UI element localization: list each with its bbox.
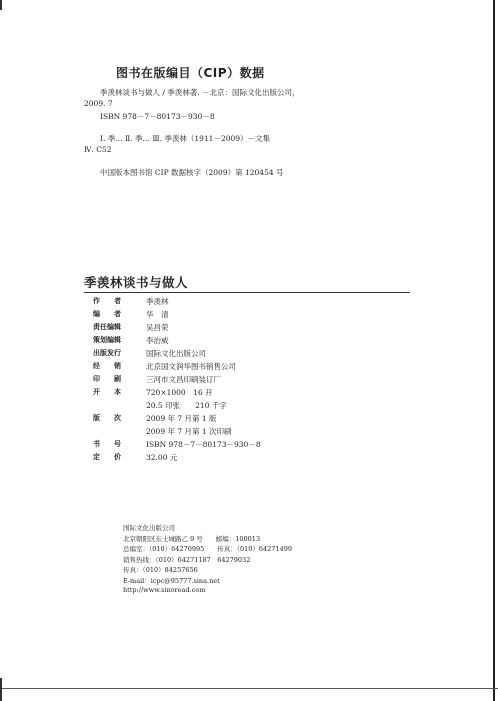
info-value: 北京国文润华图书销售公司 — [146, 362, 236, 371]
book-title: 季羡林谈书与做人 — [84, 275, 189, 290]
publisher-fax: 传真：（010）84257656 — [123, 566, 198, 574]
cip-subject-line-2: Ⅳ. C52 — [84, 145, 112, 154]
info-value: 32.00 元 — [146, 453, 178, 462]
info-value: 国际文化出版公司 — [146, 349, 206, 358]
info-value: 2009 年 7 月第 1 次印刷 — [146, 427, 232, 436]
publisher-website: http://www.sinoread.com — [123, 586, 206, 594]
info-label: 书 号 — [93, 440, 121, 448]
info-value: ISBN 978－7－80173－930－8 — [146, 440, 261, 449]
publisher-sales-hotline: 销售热线：（010）64271187 64279032 — [123, 555, 251, 564]
info-label: 经 销 — [93, 362, 121, 370]
info-label: 印 刷 — [93, 375, 121, 383]
page-border-left-top — [0, 0, 2, 10]
publisher-email: E-mail：icpc@95777.sina.net — [123, 576, 220, 585]
info-value: 2009 年 7 月第 1 版 — [146, 414, 217, 423]
info-label: 版 次 — [93, 414, 121, 422]
page-border-right — [493, 0, 495, 701]
publisher-address: 北京朝阳区东土城路乙 9 号 邮编：100013 — [123, 534, 261, 543]
cip-isbn: ISBN 978－7－80173－930－8 — [100, 112, 215, 121]
info-label: 策划编辑 — [93, 336, 121, 344]
publisher-contact-block — [123, 523, 292, 597]
info-value: 吴昌荣 — [146, 323, 169, 332]
cip-title: 图书在版编目（CIP）数据 — [116, 66, 265, 80]
info-label: 责任编辑 — [93, 323, 121, 331]
info-value: 华 清 — [146, 310, 169, 319]
page-border-bottom — [0, 688, 498, 689]
cip-entry-line-2: 2009. 7 — [84, 99, 113, 108]
publisher-name: 国际文化出版公司 — [123, 524, 175, 532]
info-value: 三河市文昌印刷装订厂 — [146, 375, 221, 384]
publisher-phone: 总编室：（010）64270995 传真：（010）64271499 — [123, 545, 292, 553]
info-label: 编 者 — [93, 310, 121, 318]
info-value: 720×1000 16 开 — [146, 388, 213, 397]
cip-record-number: 中国版本图书馆 CIP 数据核字（2009）第 120454 号 — [100, 168, 284, 177]
info-value: 李治威 — [146, 336, 169, 345]
info-label: 开 本 — [93, 388, 121, 396]
cip-entry-line-1: 季羡林谈书与做人 / 季羡林著. －北京：国际文化出版公司， — [100, 88, 300, 97]
info-label: 定 价 — [93, 453, 121, 461]
info-label: 出版发行 — [93, 349, 121, 357]
info-label: 作 者 — [93, 297, 121, 305]
cip-subject-line-1: Ⅰ. 季… Ⅱ. 季… Ⅲ. 季羡林（1911－2009）－文集 — [100, 134, 271, 143]
info-value: 20.5 印张 210 千字 — [146, 401, 227, 410]
page-border-left-bottom — [0, 678, 2, 701]
info-value: 季羡林 — [146, 297, 169, 306]
title-divider — [84, 292, 410, 293]
